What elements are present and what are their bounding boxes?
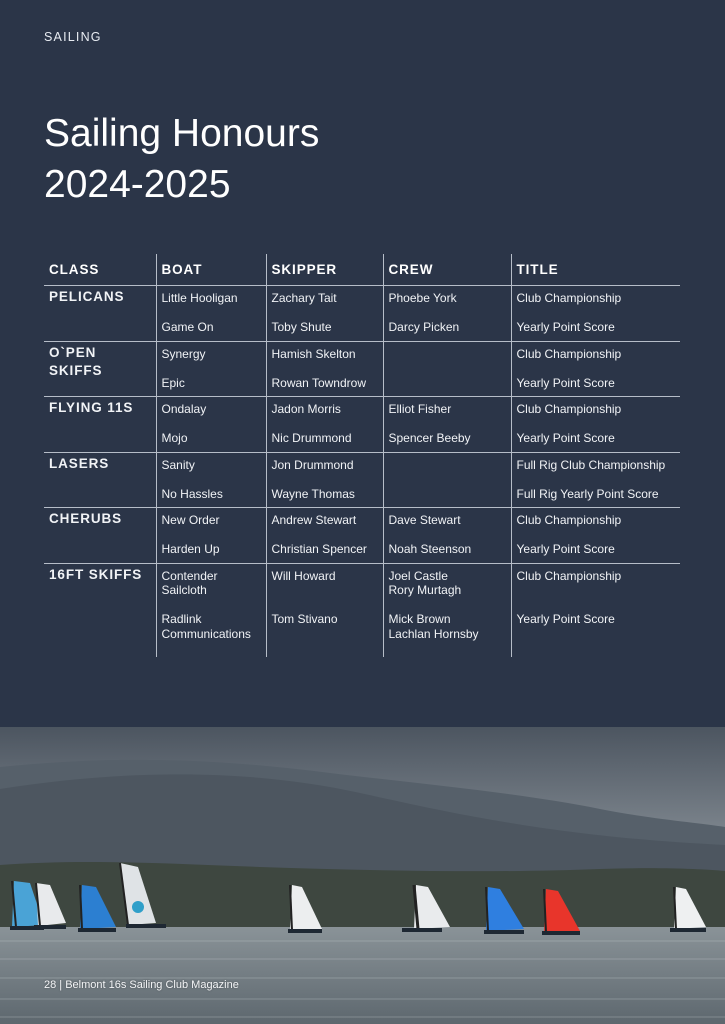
- table-row: [44, 452, 680, 508]
- table-row: [44, 397, 680, 453]
- skipper-name: Toby Shute: [271, 320, 332, 334]
- skipper-name: Tom Stivano: [271, 612, 338, 626]
- skipper-cell: [266, 286, 383, 342]
- skipper-cell: [266, 508, 383, 564]
- skipper-name: Will Howard: [271, 568, 336, 583]
- award-title: Yearly Point Score: [516, 612, 615, 626]
- award-title: Club Championship: [516, 568, 622, 583]
- boat-name: Epic: [161, 375, 185, 390]
- crew-name: [389, 487, 506, 502]
- page-footer: 28 | Belmont 16s Sailing Club Magazine: [44, 979, 239, 991]
- page-title: [44, 108, 319, 210]
- boat-name: Contender Sailcloth: [161, 568, 218, 597]
- skipper-name: Christian Spencer: [271, 542, 367, 556]
- class-name: LASERS: [44, 452, 156, 508]
- class-name: PELICANS: [44, 286, 156, 342]
- skipper-name: Jon Drummond: [271, 457, 354, 472]
- title-cell: [511, 508, 680, 564]
- table-header-row: [44, 254, 680, 286]
- award-title: Full Rig Yearly Point Score: [516, 486, 659, 501]
- crew-cell: [383, 452, 511, 508]
- boat-cell: [156, 286, 266, 342]
- crew-cell: [383, 341, 511, 397]
- header-skipper: SKIPPER: [266, 254, 383, 286]
- skipper-cell: [266, 563, 383, 657]
- award-title: Club Championship: [516, 402, 622, 416]
- title-cell: [511, 397, 680, 453]
- header-class: CLASS: [44, 254, 156, 286]
- boat-name: Game On: [161, 320, 214, 334]
- award-title: Yearly Point Score: [516, 320, 615, 334]
- award-title: Full Rig Club Championship: [516, 457, 666, 472]
- crew-cell: [383, 286, 511, 342]
- crew-cell: [383, 563, 511, 657]
- crew-name: Phoebe York: [388, 291, 457, 305]
- table-row: [44, 341, 680, 397]
- crew-name: Darcy Picken: [388, 320, 460, 334]
- boat-name: Mojo: [161, 431, 188, 445]
- table-row: [44, 563, 680, 657]
- crew-name: Dave Stewart: [388, 513, 461, 527]
- water: [0, 927, 725, 1024]
- boat-name: Harden Up: [161, 542, 220, 556]
- page-title-line-2: 2024-2025: [44, 163, 231, 206]
- honours-table: [44, 254, 680, 657]
- page-title-line-1: Sailing Honours: [44, 112, 320, 155]
- table-row: [44, 286, 680, 342]
- boat-name: Little Hooligan: [161, 291, 238, 305]
- class-name: 16FT SKIFFS: [49, 566, 143, 582]
- title-cell: [511, 341, 680, 397]
- crew-name: Joel Castle Rory Murtagh: [388, 568, 462, 597]
- header-title: TITLE: [511, 254, 680, 286]
- award-title: Yearly Point Score: [516, 431, 615, 445]
- award-title: Club Championship: [516, 291, 622, 305]
- skipper-name: Zachary Tait: [271, 291, 337, 305]
- title-cell: [511, 563, 680, 657]
- header-crew: CREW: [383, 254, 511, 286]
- boat-name: Ondalay: [161, 402, 207, 416]
- crew-name: Noah Steenson: [388, 542, 472, 556]
- table-row: [44, 508, 680, 564]
- crew-name: Elliot Fisher: [388, 402, 452, 416]
- boat-cell: [156, 341, 266, 397]
- class-name: CHERUBS: [44, 508, 156, 564]
- boat-cell: [156, 563, 266, 657]
- boat-cell: [156, 508, 266, 564]
- title-cell: [511, 286, 680, 342]
- skipper-name: Wayne Thomas: [271, 486, 355, 501]
- boat-name: Sanity: [161, 457, 195, 472]
- class-name: O`PEN SKIFFS: [44, 341, 156, 397]
- crew-name: Mick Brown Lachlan Hornsby: [388, 612, 479, 641]
- section-label: SAILING: [44, 30, 102, 44]
- boat-cell: [156, 397, 266, 453]
- award-title: Club Championship: [516, 346, 622, 361]
- boat-name: Radlink Communications: [161, 612, 251, 641]
- crew-name: Spencer Beeby: [388, 431, 471, 445]
- crew-name: [389, 376, 506, 391]
- skipper-name: Andrew Stewart: [271, 513, 357, 527]
- class-name: FLYING 11S: [44, 397, 156, 453]
- award-title: Yearly Point Score: [516, 542, 615, 556]
- boat-name: Synergy: [161, 346, 206, 361]
- skipper-name: Nic Drummond: [271, 431, 352, 445]
- crew-cell: [383, 508, 511, 564]
- skipper-name: Hamish Skelton: [271, 346, 356, 361]
- skipper-cell: [266, 452, 383, 508]
- crew-name: [389, 347, 506, 362]
- boat-name: New Order: [161, 513, 220, 527]
- boat-name: No Hassles: [161, 486, 223, 501]
- skipper-cell: [266, 397, 383, 453]
- skipper-name: Jadon Morris: [271, 402, 341, 416]
- crew-name: [389, 458, 506, 473]
- skipper-name: Rowan Towndrow: [271, 375, 366, 390]
- award-title: Yearly Point Score: [516, 375, 615, 390]
- boat-cell: [156, 452, 266, 508]
- header-boat: BOAT: [156, 254, 266, 286]
- crew-cell: [383, 397, 511, 453]
- title-cell: [511, 452, 680, 508]
- skipper-cell: [266, 341, 383, 397]
- award-title: Club Championship: [516, 513, 622, 527]
